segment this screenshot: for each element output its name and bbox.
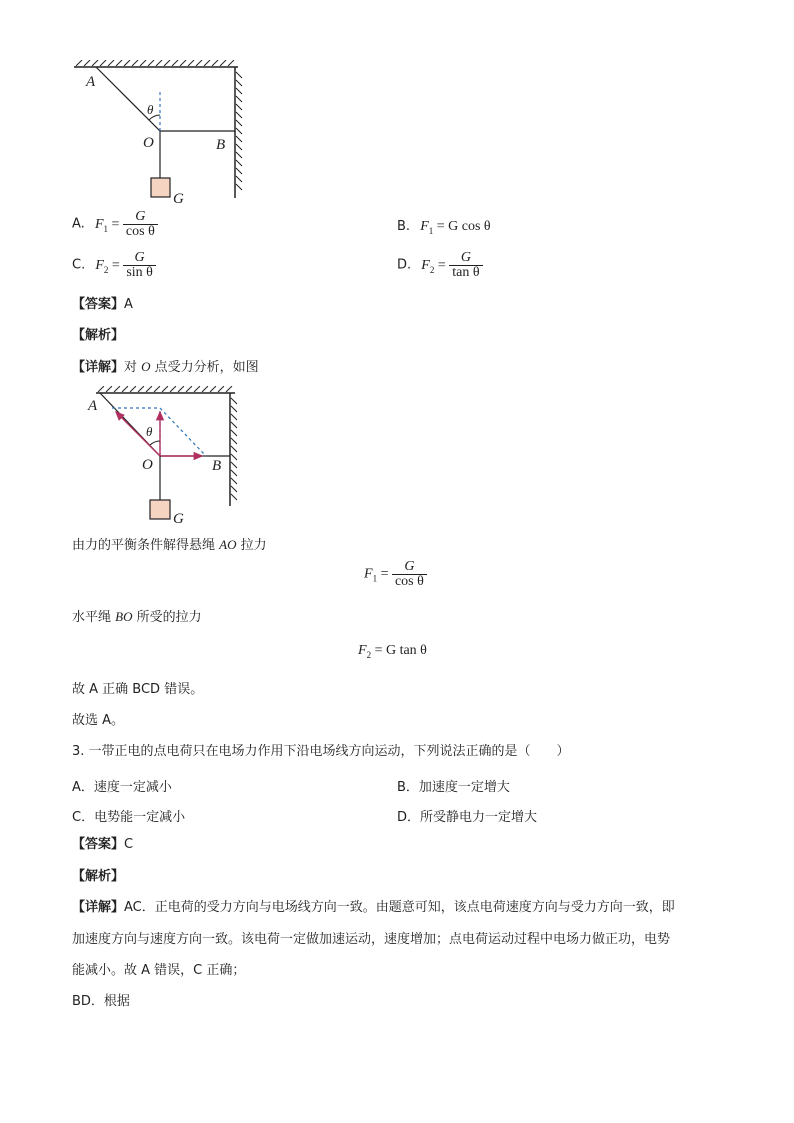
q3-answer-value: C — [124, 837, 134, 852]
formula-f2-rhs: = G tan θ — [374, 643, 427, 658]
q3-answer-line — [72, 836, 133, 854]
formula-f1-sub: 1 — [372, 573, 378, 584]
option-d-den: tan θ — [449, 265, 482, 280]
q3-analysis-line — [72, 868, 124, 886]
option-a: A. $F_1$ = $\frac{G}{\text{cos θ}}$ — [72, 210, 158, 239]
weight-block-2 — [150, 500, 170, 519]
wall-hatch-2 — [231, 398, 237, 500]
formula-f2 — [358, 643, 427, 660]
q3-detail-line-4: BD．根据 — [72, 994, 130, 1009]
q3-detail-tag: 【详解】 — [72, 900, 125, 915]
figure-2-force-diagram — [70, 386, 250, 528]
q3-option-d: D．所受静电力一定增大 — [397, 810, 538, 825]
option-b-sub: 1 — [428, 225, 434, 236]
option-d-letter: D. — [397, 257, 412, 273]
q2-detail-tag: 【详解】 — [72, 360, 125, 375]
formula-f1-den: cos θ — [392, 574, 427, 589]
option-b — [397, 219, 491, 236]
q3-detail-line-2: 加速度方向与速度方向一致。该电荷一定做加速运动，速度增加；点电荷运动过程中电场力做正功，电势 — [72, 932, 671, 947]
option-a-num: G — [135, 209, 146, 224]
wall-hatch — [236, 72, 242, 190]
option-c-den: sin θ — [123, 265, 156, 280]
q3-stem: 3. 一带正电的点电荷只在电场力作用下沿电场线方向运动，下列说法正确的是（ ） — [72, 744, 570, 759]
option-c-lhs: F — [95, 257, 104, 273]
solution-line-3: 故 A 正确 BCD 错误。 — [72, 682, 204, 697]
option-a-den: cos θ — [123, 224, 158, 239]
option-c-num: G — [134, 250, 145, 265]
solution-line-1-pre: 由力的平衡条件解得悬绳 — [72, 538, 220, 553]
theta-arc-2 — [150, 441, 160, 445]
solution-line-2 — [72, 608, 202, 627]
option-c: C. $F_2$ = $\frac{G}{\text{sin θ}}$ — [72, 251, 156, 280]
q3-analysis-tag: 【解析】 — [72, 869, 125, 884]
q3-option-a: A．速度一定减小 — [72, 780, 172, 795]
q2-detail-post: 点受力分析，如图 — [150, 360, 259, 375]
weight-block — [151, 178, 170, 197]
label-a-2: A — [88, 398, 98, 414]
q2-detail-line — [72, 358, 259, 377]
rope-ao — [96, 67, 160, 131]
label-theta: θ — [147, 102, 154, 117]
option-a-letter: A. — [72, 216, 85, 232]
option-b-lhs: F — [420, 219, 429, 234]
option-a-sub: 1 — [103, 223, 108, 234]
formula-f1-lhs: F — [364, 566, 373, 582]
option-b-letter: B. — [397, 219, 411, 234]
solution-line-1 — [72, 536, 267, 555]
solution-line-2-var: BO — [115, 609, 133, 624]
q3-detail-line-3: 能减小。故 A 错误，C 正确； — [72, 963, 246, 978]
q2-answer-value: A — [124, 297, 133, 312]
solution-line-4: 故选 A。 — [72, 713, 125, 728]
q3-detail-line-1 — [72, 899, 675, 917]
ceiling-hatch — [76, 60, 234, 66]
ceiling-hatch-2 — [98, 386, 232, 392]
figure-1-diagram — [70, 60, 250, 210]
option-d-fraction — [449, 251, 482, 280]
q3-detail-line-1-text: AC．正电荷的受力方向与电场线方向一致。由题意可知，该点电荷速度方向与受力方向一致，即 — [124, 900, 675, 915]
q2-detail-pre: 对 — [124, 360, 142, 375]
q3-answer-tag: 【答案】 — [72, 837, 125, 852]
option-d: D. $F_2$ = $\frac{G}{\text{tan θ}}$ — [397, 251, 483, 280]
label-a: A — [86, 74, 96, 90]
label-o: O — [143, 135, 154, 151]
label-b-2: B — [212, 458, 222, 474]
formula-f2-sub: 2 — [366, 649, 372, 660]
q2-answer-tag: 【答案】 — [72, 297, 125, 312]
q2-analysis-line — [72, 327, 124, 345]
q2-detail-point: O — [141, 359, 151, 374]
option-c-sub: 2 — [103, 264, 109, 275]
option-b-rhs: = G cos θ — [436, 219, 491, 234]
label-g-2: G — [173, 511, 184, 527]
solution-line-1-post: 拉力 — [236, 538, 267, 553]
q2-answer-line — [72, 296, 133, 314]
option-a-fraction — [123, 210, 158, 239]
label-o-2: O — [142, 457, 153, 473]
solution-line-1-var: AO — [219, 537, 237, 552]
formula-f1-num: G — [404, 559, 415, 574]
option-c-fraction — [123, 251, 156, 280]
formula-f1: $F_1$ = $\frac{G}{\text{cos θ}}$ — [364, 560, 427, 589]
label-g: G — [173, 191, 184, 207]
option-c-letter: C. — [72, 257, 86, 273]
solution-line-2-post: 所受的拉力 — [132, 610, 202, 625]
dashed-diagonal — [160, 408, 206, 456]
solution-line-2-pre: 水平绳 — [72, 610, 116, 625]
formula-f1-fraction — [392, 560, 427, 589]
label-b: B — [216, 137, 226, 153]
force-arrow-f1 — [116, 412, 160, 456]
formula-f2-lhs: F — [358, 643, 367, 658]
option-a-lhs: F — [94, 216, 104, 232]
label-theta-2: θ — [146, 424, 153, 439]
q3-option-b: B．加速度一定增大 — [397, 780, 510, 795]
q3-option-c: C．电势能一定减小 — [72, 810, 186, 825]
option-d-num: G — [460, 250, 471, 265]
option-d-lhs: F — [421, 257, 430, 273]
q2-analysis-tag: 【解析】 — [72, 328, 125, 343]
option-d-sub: 2 — [429, 264, 435, 275]
